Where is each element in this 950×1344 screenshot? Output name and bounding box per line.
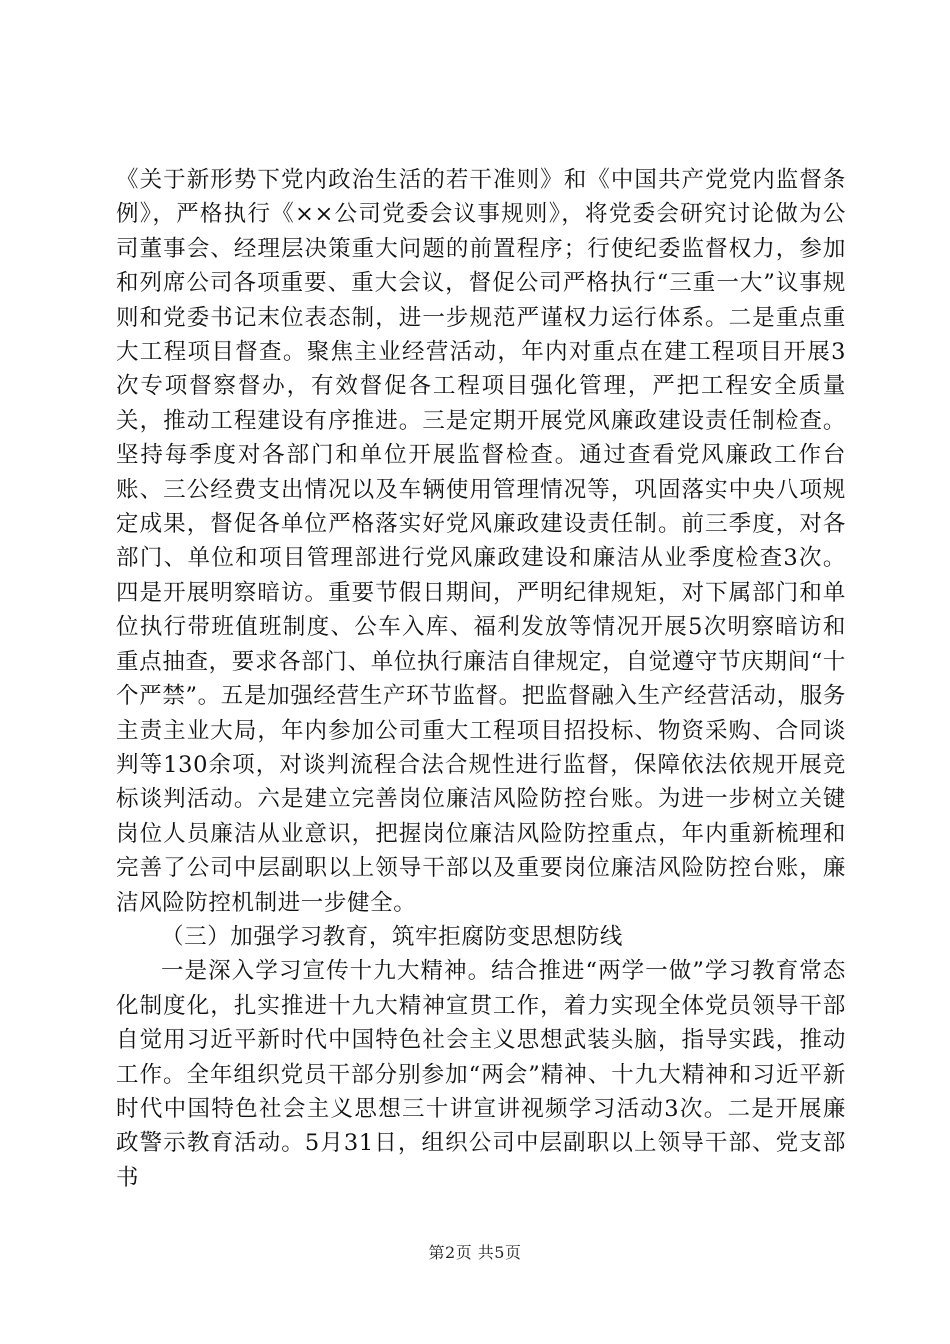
section-heading-study-education: （三）加强学习教育，筑牢拒腐防变思想防线 bbox=[161, 923, 624, 950]
paragraph-supervision: 《关于新形势下党内政治生活的若干准则》和《中国共产党党内监督条例》，严格执行《××公司党委会议事规则》，将党委会研究讨论做为公司董事会、经理层决策重大问题的前置程序；行使纪委监督权力，参加和列席公司各项重要、重大会议，督促公司严格执行“三重一大”议事规则和党委书记末位表态制，进一步规范严谨权力运行体系。二是重点重大工程项目督查。聚焦主业经营活动，年内对重点在建工程项目开展3次专项督察督办，有效督促各工程项目强化管理，严把工程安全质量关，推动工程建设有序推进。三是定期开展党风廉政建设责任制检查。坚持每季度对各部门和单位开展监督检查。通过查看党风廉政工作台账、三公经费支出情况以及车辆使用管理情况等，巩固落实中央八项规定成果，督促各单位严格落实好党风廉政建设责任制。前三季度，对各部门、单位和项目管理部进行党风廉政建设和廉洁从业季度检查3次。四是开展明察暗访。重要节假日期间，严明纪律规矩，对下属部门和单位执行带班值班制度、公车入库、福利发放等情况开展5次明察暗访和重点抽查，要求各部门、单位执行廉洁自律规定，自觉遵守节庆期间“十个严禁”。五是加强经营生产环节监督。把监督融入生产经营活动，服务主责主业大局，年内参加公司重大工程项目招投标、物资采购、合同谈判等130余项，对谈判流程合法合规性进行监督，保障依法依规开展竞标谈判活动。六是建立完善岗位廉洁风险防控台账。为进一步树立关键岗位人员廉洁从业意识，把握岗位廉洁风险防控重点，年内重新梳理和完善了公司中层副职以上领导干部以及重要岗位廉洁风险防控台账，廉洁风险防控机制进一步健全。 bbox=[116, 167, 846, 916]
paragraph-study-education: 一是深入学习宣传十九大精神。结合推进“两学一做”学习教育常态化制度化，扎实推进十九大精神宣贯工作，着力实现全体党员领导干部自觉用习近平新时代中国特色社会主义思想武装头脑，指导实践，推动工作。全年组织党员干部分别参加“两会”精神、十九大精神和习近平新时代中国特色社会主义思想三十讲宣讲视频学习活动3次。二是开展廉政警示教育活动。5月31日，组织公司中层副职以上领导干部、党支部书 bbox=[116, 958, 846, 1191]
document-body bbox=[116, 163, 846, 1195]
page-footer: 第2页 共5页 bbox=[428, 1243, 522, 1262]
